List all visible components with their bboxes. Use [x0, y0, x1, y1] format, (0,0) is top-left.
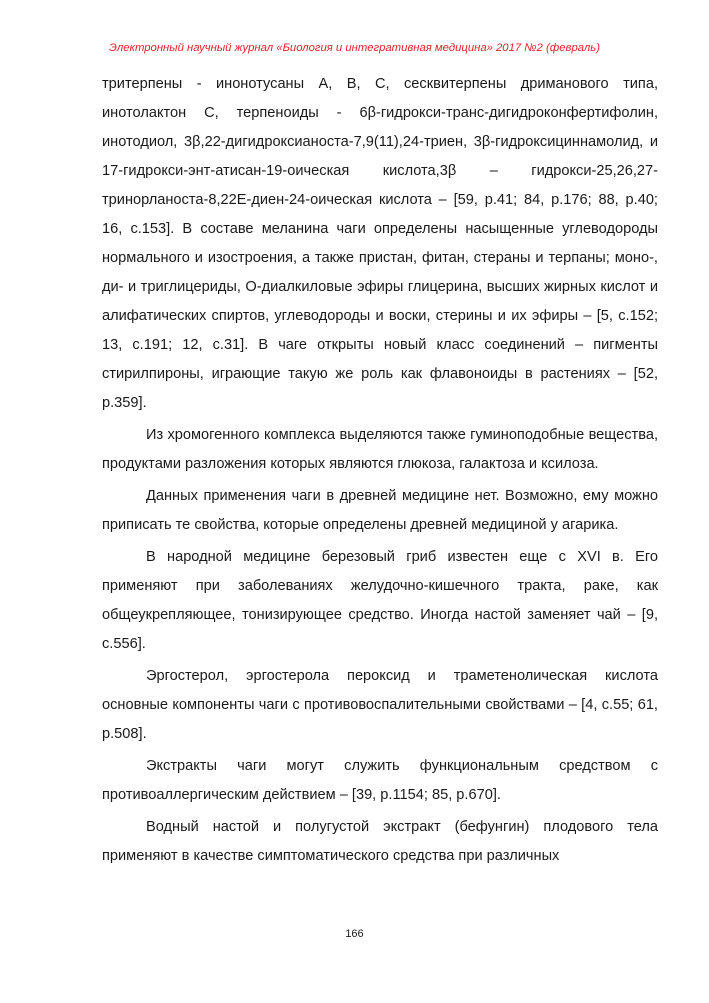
- paragraph-4: В народной медицине березовый гриб известен еще с XVI в. Его применяют при заболеваниях желудочно-кишечного тракта, раке, как общеукрепляющее, тонизирующее средство. Иногда настой заменяет чай – [9, c.556].: [102, 549, 658, 652]
- paragraph-5: Эргостерол, эргостерола пероксид и траметенолическая кислота основные компоненты чаги с противовоспалительными свойствами – [4, c.55; 61, p.508].: [102, 668, 658, 742]
- paragraph-1: тритерпены - инонотусаны А, В, С, сесквитерпены дриманового типа, инотолактон С, терпеноиды - 6β-гидрокси-транс-дигидроконфертифолин, инотодиол, 3β,22-дигидроксианоста-7,9(11),24-триен, 3β-гидроксициннамолид, и 17-гидрокси-энт-атисан-19-оическая кислота,3β – гидрокси-25,26,27-тринорланоста-8,22E-диен-24-оическая кислота – [59, p.41; 84, p.176; 88, p.40; 16, c.153]. В составе меланина чаги определены насыщенные углеводороды нормального и изостроения, а также пристан, фитан, стераны и терпаны; моно-, ди- и триглицериды, О-диалкиловые эфиры глицерина, высших жирных кислот и алифатических спиртов, углеводороды и воски, стерины и их эфиры – [5, c.152; 13, c.191; 12, c.31]. В чаге открыты новый класс соединений – пигменты стирилпироны, играющие такую же роль как флавоноиды в растениях – [52, p.359].: [102, 76, 658, 411]
- paragraph-3: Данных применения чаги в древней медицине нет. Возможно, ему можно приписать те свойства, которые определены древней медициной у агарика.: [102, 488, 658, 533]
- paragraph-7: Водный настой и полугустой экстракт (бефунгин) плодового тела применяют в качестве симптоматического средства при различных: [102, 819, 658, 864]
- page-number: 166: [345, 928, 364, 940]
- journal-header: Электронный научный журнал «Биология и интегративная медицина» 2017 №2 (февраль): [109, 42, 600, 54]
- page-body: [102, 70, 658, 874]
- paragraph-6: Экстракты чаги могут служить функциональным средством с противоаллергическим действием – [39, p.1154; 85, p.670].: [102, 758, 658, 803]
- paragraph-2: Из хромогенного комплекса выделяются также гуминоподобные вещества, продуктами разложения которых являются глюкоза, галактоза и ксилоза.: [102, 427, 658, 472]
